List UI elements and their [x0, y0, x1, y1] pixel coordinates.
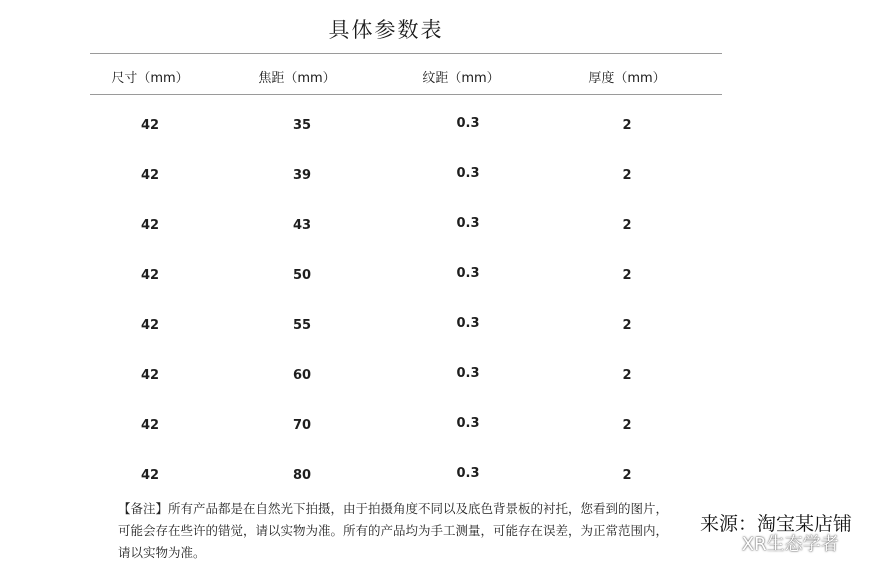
- page-title: 具体参数表: [328, 18, 444, 42]
- cell-size: 42: [140, 218, 160, 233]
- cell-focal-length: 35: [292, 118, 312, 133]
- cell-groove-pitch: 0.3: [456, 166, 480, 181]
- source-caption: 来源：淘宝某店铺: [700, 513, 853, 535]
- cell-focal-length: 50: [292, 268, 312, 283]
- cell-size: 42: [140, 268, 160, 283]
- cell-size: 42: [140, 418, 160, 433]
- cell-groove-pitch: 0.3: [456, 216, 480, 231]
- cell-focal-length: 43: [292, 218, 312, 233]
- header-focal-length: 焦距（mm）: [258, 71, 336, 86]
- wechat-icon: [706, 533, 732, 558]
- watermark: [706, 530, 839, 558]
- cell-groove-pitch: 0.3: [456, 316, 480, 331]
- table-top-rule: [90, 53, 722, 54]
- cell-size: 42: [140, 468, 160, 483]
- cell-size: 42: [140, 168, 160, 183]
- cell-size: 42: [140, 318, 160, 333]
- header-groove-pitch: 纹距（mm）: [422, 71, 500, 86]
- cell-thickness: 2: [622, 218, 632, 233]
- header-size: 尺寸（mm）: [111, 71, 189, 86]
- cell-size: 42: [140, 368, 160, 383]
- cell-size: 42: [140, 118, 160, 133]
- cell-groove-pitch: 0.3: [456, 466, 480, 481]
- cell-groove-pitch: 0.3: [456, 416, 480, 431]
- cell-focal-length: 55: [292, 318, 312, 333]
- remark-note: 【备注】所有产品都是在自然光下拍摄，由于拍摄角度不同以及底色背景板的衬托，您看到的图片，可能会存在些许的错觉，请以实物为准。所有的产品均为手工测量，可能存在误差，为正常范围内，请以实物为准。: [118, 501, 669, 560]
- cell-thickness: 2: [622, 118, 632, 133]
- table-header-rule: [90, 94, 722, 95]
- cell-groove-pitch: 0.3: [456, 266, 480, 281]
- cell-focal-length: 70: [292, 418, 312, 433]
- cell-focal-length: 39: [292, 168, 312, 183]
- cell-thickness: 2: [622, 318, 632, 333]
- cell-groove-pitch: 0.3: [456, 116, 480, 131]
- cell-thickness: 2: [622, 418, 632, 433]
- cell-focal-length: 80: [292, 468, 312, 483]
- cell-thickness: 2: [622, 468, 632, 483]
- header-thickness: 厚度（mm）: [588, 71, 666, 86]
- cell-thickness: 2: [622, 168, 632, 183]
- watermark-text: XR生态学者: [741, 534, 839, 555]
- cell-thickness: 2: [622, 368, 632, 383]
- cell-focal-length: 60: [292, 368, 312, 383]
- cell-thickness: 2: [622, 268, 632, 283]
- cell-groove-pitch: 0.3: [456, 366, 480, 381]
